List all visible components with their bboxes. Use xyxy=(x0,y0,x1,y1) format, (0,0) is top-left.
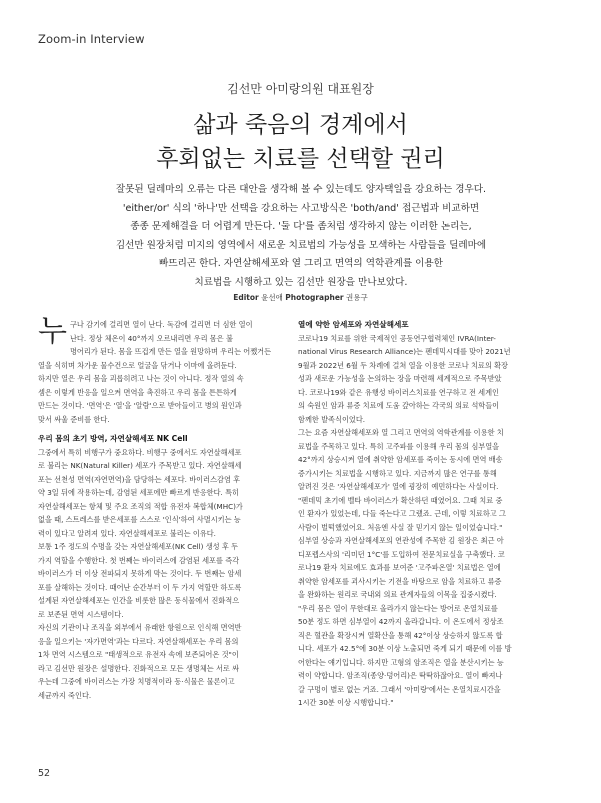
editor-name: 윤선애 xyxy=(261,293,283,302)
body-line: 그중에서 특히 비행구가 중요하다. 비행구 중에서도 자연살해세포 xyxy=(38,447,242,457)
body-line: 포는 선천성 면역(자연면역)을 담당하는 세포다. 바이러스감염 후 xyxy=(38,474,241,484)
body-line: 직은 혈관을 확장시켜 열확산을 통해 42°이상 상승하지 않도록 합 xyxy=(298,630,503,640)
body-line: 50분 정도 하면 심부열이 42까지 올라갑니다. 이 온도에서 정상조 xyxy=(298,617,504,626)
title-line-1: 삶과 죽음의 경계에서 xyxy=(193,112,408,138)
body-line: 알려진 것은 '자연살해세포가' 열에 굉장히 예민하다는 사실이다. xyxy=(298,482,499,491)
lead-line: 잘못된 딜레마의 오류는 다른 대안을 생각해 볼 수 있는데도 양자택일을 강요하는 경우다. xyxy=(115,184,487,195)
body-line: 취약한 암세포를 괴사시키는 기전을 바탕으로 암을 치료하고 류증 xyxy=(298,576,502,586)
section-heading: 열에 약한 암세포와 자연살해세포 xyxy=(298,320,409,329)
body-line: 로 보존된 면역 시스템이다. xyxy=(38,609,124,619)
right-column xyxy=(298,318,558,710)
body-line: 없을 때, 스트레스를 받은세포를 스스로 '인식'하여 사멸시키는 능 xyxy=(38,515,241,524)
body-line: 가지 역할을 수행한다. 첫 번째는 바이러스에 감염된 세포를 즉각 xyxy=(38,555,240,565)
body-line: 세균까지 죽인다. xyxy=(38,690,92,700)
body-line: 그는 요즘 자연살해세포와 열 그리고 면역의 역학관계를 이용한 치 xyxy=(298,428,504,437)
body-line: 자신의 기관이나 조직을 외부에서 유래한 항원으로 인식해 면역반 xyxy=(38,623,242,632)
body-line: 셈은 이렇게 반응을 일으켜 면역을 촉진하고 우리 몸을 튼튼하게 xyxy=(38,387,237,397)
body-line: 니다. 세포가 42.5°에 30분 이상 노출되면 죽게 되기 때문에 이를 방 xyxy=(298,644,512,653)
body-line: 인 환자가 있었는데, 다들 죽는다고 그랬죠. 근데, 이렇 치료하고 그 xyxy=(298,509,506,518)
body-line: 자연살해세포는 항체 및 주요 조직의 적합 유전자 복합체(MHC)가 xyxy=(38,501,243,511)
lead-line: 종종 문제해결을 더 어렵게 만든다. '둘 다'를 좀처럼 생각하지 않는 이러한 논리는, xyxy=(130,221,472,233)
body-line: 료법을 주목하고 있다. 특히 고주파를 이용해 우리 몸의 심부열을 xyxy=(298,441,500,451)
body-line: 명어리가 된다. 몸을 뜨겁게 만든 열을 원망하며 우리는 어쨌거든 xyxy=(69,347,272,356)
body-line: 1차 면역 시스템으로 "태생적으로 유전자 속에 보존되어온 것"이 xyxy=(38,650,239,659)
byline xyxy=(0,292,601,303)
lead-line: 빠뜨리곤 한다. 자연살해세포와 열 그리고 면역의 역학관계를 이용한 xyxy=(159,258,443,270)
body-line: "펜데믹 초기에 벨타 바이러스가 확산하던 때였어요. 그때 치료 중 xyxy=(298,495,503,505)
lead-line: 'either/or' 식의 '하나'만 선택을 강요하는 사고방식은 'both/and' 접근법과 비교하면 xyxy=(122,202,480,214)
body-line: 성과 새로운 가능성을 논의하는 장을 마련해 세계적으로 주목받았 xyxy=(298,374,502,383)
body-line: 로나19 환자 치료에도 효과를 보여준 '고주파온열' 치료법은 열에 xyxy=(298,563,501,572)
body-line: 함께한 발족식이었다. xyxy=(298,414,366,424)
body-line: 42°까지 상승시켜 열에 취약한 암세포를 죽이는 동시에 면역 배송 xyxy=(298,455,503,464)
body-line: 코로나19 치료를 위한 국제적인 공동연구협력체인 IVRA(Inter- xyxy=(298,333,496,343)
body-line: 9월과 2022년 6월 두 차례에 걸쳐 열을 이용한 코로나 치료의 확장 xyxy=(298,360,508,370)
section-label: Zoom-in Interview xyxy=(38,32,145,46)
body-line: 디포렙스사의 '리미던 1°C'를 도입하여 전문치료실을 구축했다. 코 xyxy=(298,549,505,559)
photographer-name: 권용구 xyxy=(346,293,368,302)
title-line-2: 후회없는 치료를 선택할 권리 xyxy=(156,146,445,172)
body-line: 로 불리는 NK(Natural Killer) 세포가 주목받고 있다. 자연살해세 xyxy=(38,461,242,470)
body-line: 심부열 상승과 자연살해세포의 연관성에 주목한 김 원장은 최근 아 xyxy=(298,536,504,545)
body-line: 난다. 정상 체온이 40°까지 오르내리면 우리 몸은 불 xyxy=(69,333,233,343)
photographer-label: Photographer xyxy=(285,293,344,302)
section-heading: 우리 몸의 초기 방역, 자연살해세포 NK Cell xyxy=(38,434,188,443)
body-line: 1시간 30분 이상 시행합니다." xyxy=(298,698,394,707)
lead-line: 김선만 원장처럼 미지의 영역에서 새로운 치료법의 가능성을 모색하는 사람들을 딜레마에 xyxy=(115,239,487,251)
editor-label: Editor xyxy=(233,293,259,302)
body-line: 을 완화하는 원리로 국내외 의료 관계자들의 이목을 집중시켰다. xyxy=(298,590,497,599)
body-line: 설계된 자연살해세포는 인간을 비롯한 많은 동식물에서 진화적으 xyxy=(38,596,240,605)
left-column xyxy=(38,314,298,702)
interviewee-subtitle: 김선만 아미랑의원 대표원장 xyxy=(227,82,374,96)
body-line: 약 3일 뒤에 작용하는데, 감염된 세포에만 빠르게 반응한다. 특히 xyxy=(38,488,240,497)
body-line: 맞서 싸울 준비를 한다. xyxy=(38,414,110,424)
body-line: 라고 김선만 원장은 설명한다. 진화적으로 모든 생명체는 서로 싸 xyxy=(38,663,240,673)
body-line: 하지만 열은 우리 몸을 괴롭히려고 나는 것이 아니다. 정작 열의 속 xyxy=(38,374,244,383)
lead-paragraph xyxy=(100,181,502,293)
body-line: 다. 코로나19와 같은 유행성 바이러스치료를 연구하고 전 세계인 xyxy=(298,387,500,397)
body-line: 보통 1주 정도의 수명을 갖는 자연살해세포(NK Cell) 생성 후 두 xyxy=(38,542,239,551)
body-line: 만드는 것이다. '면역'은 '열'을 '알람'으로 받아들이고 병의 원인과 xyxy=(38,401,242,410)
body-line: 구나 감기에 걸리면 열이 난다. 독감에 걸리면 더 심한 열이 xyxy=(69,320,253,329)
body-line: 력이 약합니다. 암조직(종양·덩어리)은 딱딱하잖아요. 열이 빠져나 xyxy=(298,671,503,680)
body-line: 갈 구멍이 별로 없는 거죠. 그래서 '아미랑'에서는 온열치료시간을 xyxy=(298,684,501,694)
body-line: 사람이 벌떡했었어요. 처음엔 사실 잘 믿기지 않는 일이었습니다." xyxy=(298,522,503,532)
body-line: 력이 있다고 알려져 있다. 자연살해세포로 불리는 이유다. xyxy=(38,528,216,538)
body-line: 어한다는 얘기입니다. 하지만 고형의 암조직은 열을 분산시키는 능 xyxy=(298,657,504,667)
body-line: 증가시키는 치료법을 시행하고 있다. 지금까지 많은 연구를 통해 xyxy=(298,468,497,478)
body-line: 의 숙원인 암과 류증 치료에 도움 갚아하는 각국의 의료 석학들이 xyxy=(298,401,500,410)
body-line: 열을 식히며 차가운 물수건으로 얼굴을 닦거나 이마에 올려둔다. xyxy=(38,360,237,370)
lead-line: 치료법을 시행하고 있는 김선만 원장을 만나보았다. xyxy=(194,276,408,288)
body-line: 우는데 그중에 바이러스는 가장 치명적이라 동·식물은 물론이고 xyxy=(38,677,235,686)
body-line: 바이러스가 더 이상 전파되지 못하게 막는 것이다. 두 번째는 암세 xyxy=(38,569,242,578)
article-title xyxy=(0,108,601,176)
drop-cap: 누 xyxy=(38,314,67,349)
page-number: 52 xyxy=(38,768,51,779)
body-line: national Virus Research Alliance)는 펜데믹시대를 맞아 2021년 xyxy=(298,347,511,356)
body-line: "우리 몸은 열이 무한대로 올라가지 않는다는 방어로 온열치료를 xyxy=(298,603,498,613)
body-line: 응을 일으키는 '자가면역'과는 다르다. 자연살해세포는 우리 몸의 xyxy=(38,636,239,646)
body-line: 포를 살해하는 것이다. 때어난 순간부터 이 두 가지 역할만 하도록 xyxy=(38,582,242,592)
